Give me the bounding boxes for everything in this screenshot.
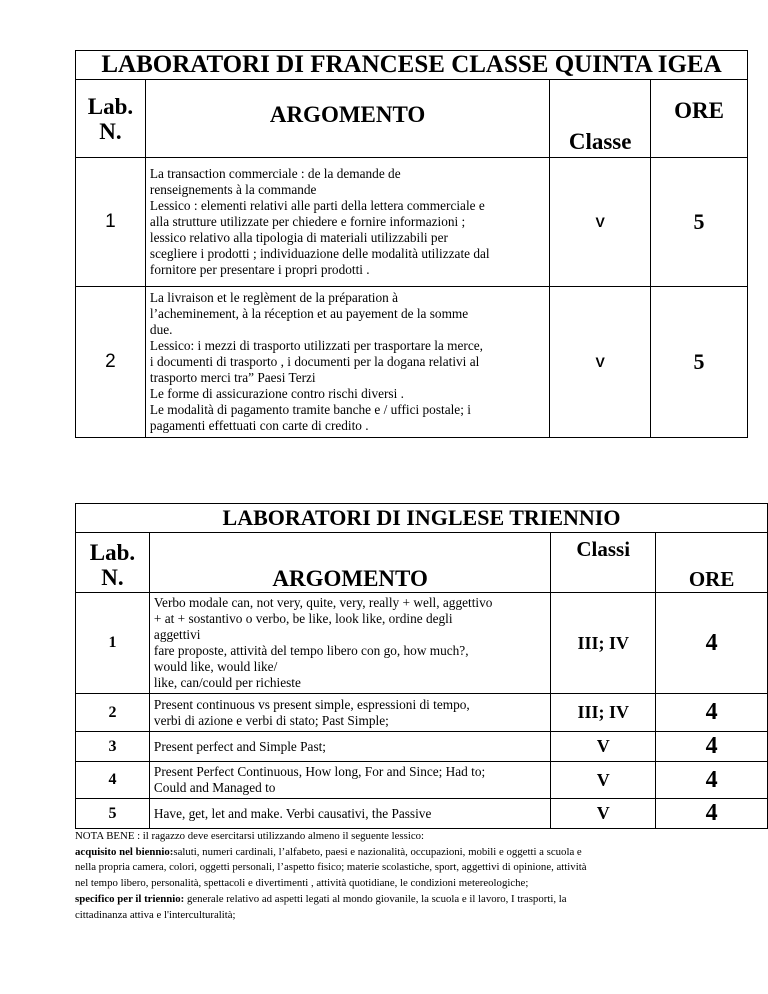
text-line: pagamenti effettuati con carte di credito . [149, 418, 369, 433]
lab-number: 5 [76, 799, 150, 829]
table-row [76, 287, 748, 438]
lab-number-header [76, 80, 146, 158]
text-line: like, can/could per richieste [153, 675, 301, 690]
ore-value: 5 [651, 158, 748, 287]
classi-value: V [551, 762, 656, 799]
text-line: i documenti di trasporto , i documenti per la dogana relativi al [149, 354, 480, 369]
text-line: would like, would like/ [153, 659, 278, 674]
argomento-header: ARGOMENTO [149, 533, 550, 593]
triennio-label: specifico per il triennio: [75, 892, 185, 905]
argomento-text [149, 593, 550, 694]
text-line: scegliere i prodotti ; individuazione delle modalità utilizzate dal [149, 246, 490, 261]
classi-value: III; IV [551, 593, 656, 694]
argomento-header: ARGOMENTO [145, 80, 549, 158]
lab-number: 1 [76, 593, 150, 694]
lab-number: 3 [76, 732, 150, 762]
table1-title: LABORATORI DI FRANCESE CLASSE QUINTA IGEA [76, 51, 748, 80]
classi-header: Classi [551, 533, 656, 593]
argomento-text [145, 158, 549, 287]
ore-header: ORE [656, 533, 768, 593]
table-row [76, 593, 768, 694]
biennio-label: acquisito nel biennio: [75, 845, 174, 858]
lab-number: 2 [76, 287, 146, 438]
text-line: lessico relativo alla tipologia di materiali utilizzabili per [149, 230, 448, 245]
text-line: aggettivi [153, 627, 201, 642]
lab-header-line2: N. [99, 118, 122, 144]
classi-value: V [551, 732, 656, 762]
lab-number: 1 [76, 158, 146, 287]
argomento-text [149, 694, 550, 732]
classe-header: Classe [550, 80, 651, 158]
ore-header: ORE [651, 80, 748, 158]
table-row [76, 158, 748, 287]
ore-value: 4 [656, 762, 768, 799]
text-line: Present continuous vs present simple, espressioni di tempo, [153, 696, 470, 712]
text-line: alla strutture utilizzate per chiedere e fornire informazioni ; [149, 214, 466, 229]
table2-title: LABORATORI DI INGLESE TRIENNIO [76, 504, 768, 533]
text-line: Present Perfect Continuous, How long, For and Since; Had to; [153, 764, 486, 779]
text-line: La livraison et le reglèment de la préparation à [149, 290, 399, 305]
text-line: due. [149, 322, 173, 337]
triennio-text: generale relativo ad aspetti legati al mondo giovanile, la scuola e il lavoro, I trasporti, la [184, 892, 567, 905]
text-line: Lessico: i mezzi di trasporto utilizzati per trasportare la merce, [149, 338, 483, 353]
nota-bene [75, 829, 715, 923]
lab-header-line2: N. [101, 565, 124, 590]
lab-header-line1: Lab. [87, 93, 134, 119]
text-line: Lessico : elementi relativi alle parti della lettera commerciale e [149, 198, 485, 213]
argomento-text [149, 732, 550, 762]
text-line: fornitore per presentare i propri prodotti . [149, 262, 370, 277]
argomento-text [149, 762, 550, 799]
lab-header-line1: Lab. [89, 540, 136, 565]
text-line: Verbo modale can, not very, quite, very, really + well, aggettivo [153, 595, 493, 610]
text-line: Could and Managed to [153, 780, 276, 795]
biennio-text: saluti, numeri cardinali, l’alfabeto, paesi e nazionalità, occupazioni, mobili e oggetti a scuola e [173, 845, 582, 858]
nota-triennio [75, 892, 715, 908]
argomento-text [145, 287, 549, 438]
table-row [76, 762, 768, 799]
lab-number: 2 [76, 694, 150, 732]
text-line: La transaction commerciale : de la demande de [149, 166, 401, 181]
ore-value: 4 [656, 593, 768, 694]
argomento-text [149, 799, 550, 829]
text-line: verbi di azione e verbi di stato; Past Simple; [153, 712, 389, 728]
ore-value: 4 [656, 732, 768, 762]
text-line: Le forme di assicurazione contro rischi diversi . [149, 386, 404, 401]
nota-intro: NOTA BENE : il ragazzo deve esercitarsi utilizzando almeno il seguente lessico: [75, 830, 425, 842]
text-line: Have, get, let and make. Verbi causativi, the Passive [153, 805, 432, 821]
classi-value: V [551, 799, 656, 829]
text-line: Le modalità di pagamento tramite banche e / uffici postale; i [149, 402, 471, 417]
table-row [76, 694, 768, 732]
biennio-text-line3: nel tempo libero, personalità, spettacoli e divertimenti , attività quotidiane, le condizioni metereologiche; [75, 877, 529, 890]
nota-biennio [75, 845, 715, 861]
text-line: + at + sostantivo o verbo, be like, look like, ordine degli [153, 611, 453, 626]
lab-number: 4 [76, 762, 150, 799]
text-line: trasporto merci tra” Paesi Terzi [149, 370, 316, 385]
ore-value: 5 [651, 287, 748, 438]
text-line: l’acheminement, à la réception et au payement de la somme [149, 306, 469, 321]
classe-value: V [550, 158, 651, 287]
classi-value: III; IV [551, 694, 656, 732]
table-row [76, 799, 768, 829]
table-row [76, 732, 768, 762]
ore-value: 4 [656, 694, 768, 732]
text-line: fare proposte, attività del tempo libero con go, how much?, [153, 643, 469, 658]
text-line: renseignements à la commande [149, 182, 317, 197]
classe-value: V [550, 287, 651, 438]
biennio-text-line2: nella propria camera, colori, oggetti personali, l’aspetto fisico; materie scolastiche, sport, aggettivi di opinione, attività [75, 861, 587, 874]
french-lab-table [75, 50, 748, 438]
text-line: Present perfect and Simple Past; [153, 738, 327, 754]
lab-number-header [76, 533, 150, 593]
ore-value: 4 [656, 799, 768, 829]
english-lab-table [75, 503, 768, 829]
triennio-text-line2: cittadinanza attiva e l'interculturalità; [75, 908, 236, 921]
